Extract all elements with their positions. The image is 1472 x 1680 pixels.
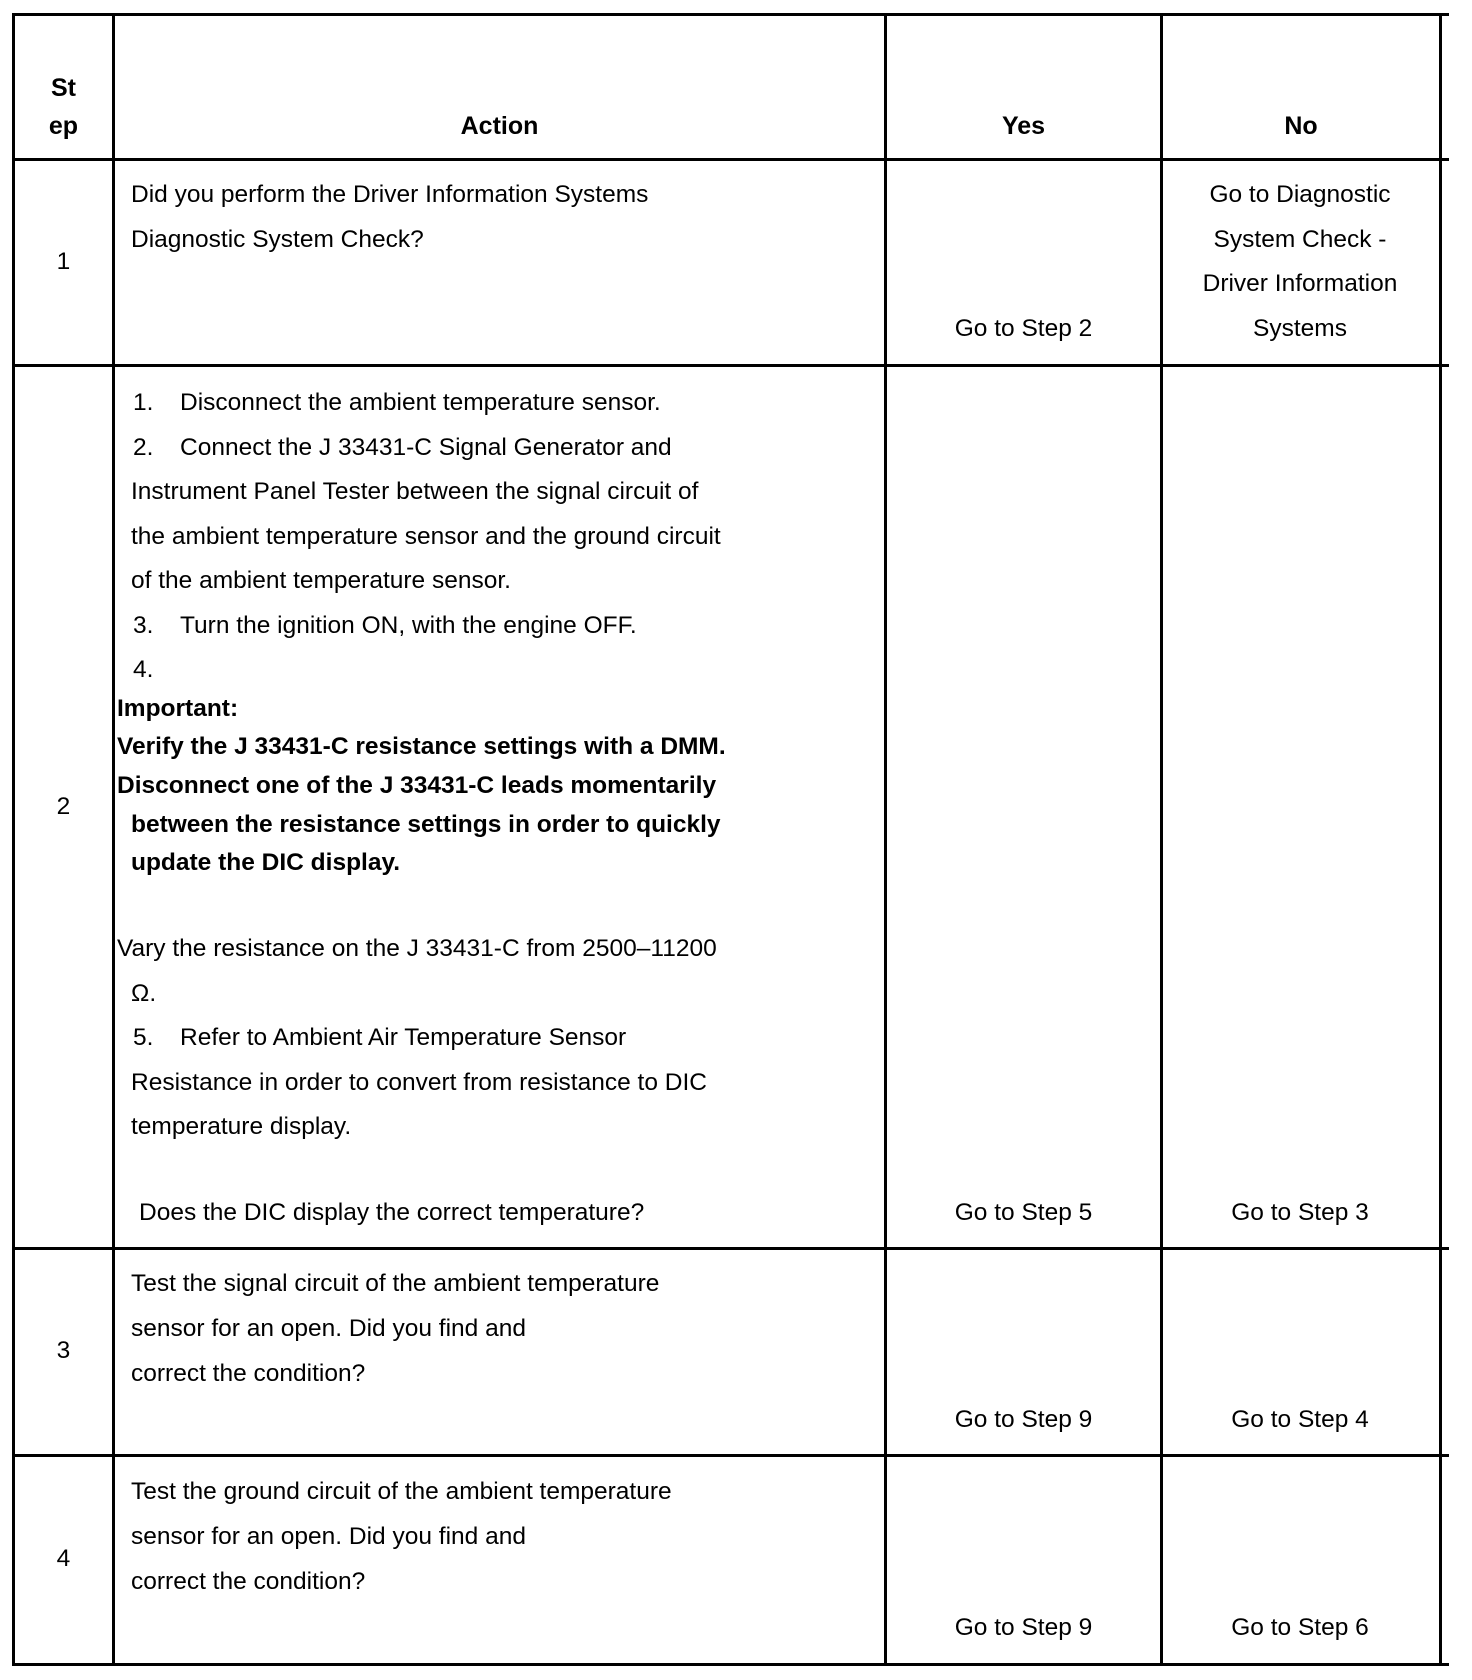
step-number: 2 (56, 793, 71, 820)
substep-number: 3. (133, 612, 154, 639)
no-link-line[interactable]: Systems (1253, 315, 1347, 342)
important-text: between the resistance settings in order to quickly (131, 811, 721, 838)
vary-resistance-unit: Ω. (131, 980, 157, 1007)
substep-number: 1. (133, 389, 154, 416)
header-no: No (1284, 112, 1318, 140)
action-text-line: Diagnostic System Check? (131, 226, 424, 253)
important-text: Verify the J 33431-C resistance settings with a DMM. (117, 733, 726, 760)
action-text-line: sensor for an open. Did you find and (131, 1523, 526, 1550)
table-right-border (1439, 13, 1442, 1666)
step-number: 3 (56, 1337, 71, 1364)
yes-link[interactable]: Go to Step 5 (954, 1199, 1093, 1226)
no-link-line[interactable]: Go to Diagnostic (1209, 181, 1391, 208)
question-text: Does the DIC display the correct temperature? (139, 1199, 645, 1226)
substep-text-continued: temperature display. (131, 1113, 352, 1140)
no-link-line[interactable]: Driver Information (1202, 270, 1398, 297)
action-text-line: Test the ground circuit of the ambient temperature (131, 1478, 672, 1505)
step-number: 1 (56, 248, 71, 275)
substep-text: Refer to Ambient Air Temperature Sensor (180, 1024, 627, 1051)
header-step-line2: ep (48, 112, 79, 140)
action-text-line: Test the signal circuit of the ambient temperature (131, 1270, 660, 1297)
no-link[interactable]: Go to Step 4 (1231, 1406, 1369, 1433)
substep-number: 4. (133, 656, 154, 683)
substep-text-continued: Instrument Panel Tester between the signal circuit of (131, 478, 699, 505)
no-link-line[interactable]: System Check - (1213, 226, 1387, 253)
column-divider-step (112, 13, 115, 1666)
action-text-line: sensor for an open. Did you find and (131, 1315, 526, 1342)
header-step-line1: St (51, 74, 76, 102)
yes-link[interactable]: Go to Step 9 (954, 1406, 1093, 1433)
header-yes: Yes (1001, 112, 1046, 140)
action-text-line: correct the condition? (131, 1360, 366, 1387)
step-number: 4 (56, 1545, 71, 1572)
header-action: Action (460, 112, 539, 140)
important-text: update the DIC display. (131, 849, 401, 876)
substep-text-continued: Resistance in order to convert from resistance to DIC (131, 1069, 707, 1096)
substep-text: Disconnect the ambient temperature sensor. (180, 389, 661, 416)
vary-resistance-text: Vary the resistance on the J 33431-C from 2500–11200 (117, 935, 717, 962)
row-divider-2 (12, 1247, 1449, 1250)
action-text-line: correct the condition? (131, 1568, 366, 1595)
substep-text-continued: of the ambient temperature sensor. (131, 567, 511, 594)
row-divider-header (12, 158, 1449, 161)
yes-link[interactable]: Go to Step 9 (954, 1614, 1093, 1641)
no-link[interactable]: Go to Step 3 (1231, 1199, 1369, 1226)
action-text-line: Did you perform the Driver Information Systems (131, 181, 649, 208)
important-heading: Important: (117, 695, 239, 722)
no-link[interactable]: Go to Step 6 (1231, 1614, 1369, 1641)
important-text: Disconnect one of the J 33431-C leads momentarily (117, 772, 717, 799)
row-divider-1 (12, 364, 1449, 367)
substep-text-continued: the ambient temperature sensor and the ground circuit (131, 523, 721, 550)
yes-link[interactable]: Go to Step 2 (954, 315, 1093, 342)
substep-text: Turn the ignition ON, with the engine OFF. (180, 612, 637, 639)
substep-number: 2. (133, 434, 154, 461)
substep-text: Connect the J 33431-C Signal Generator and (180, 434, 672, 461)
row-divider-3 (12, 1454, 1449, 1457)
substep-number: 5. (133, 1024, 154, 1051)
